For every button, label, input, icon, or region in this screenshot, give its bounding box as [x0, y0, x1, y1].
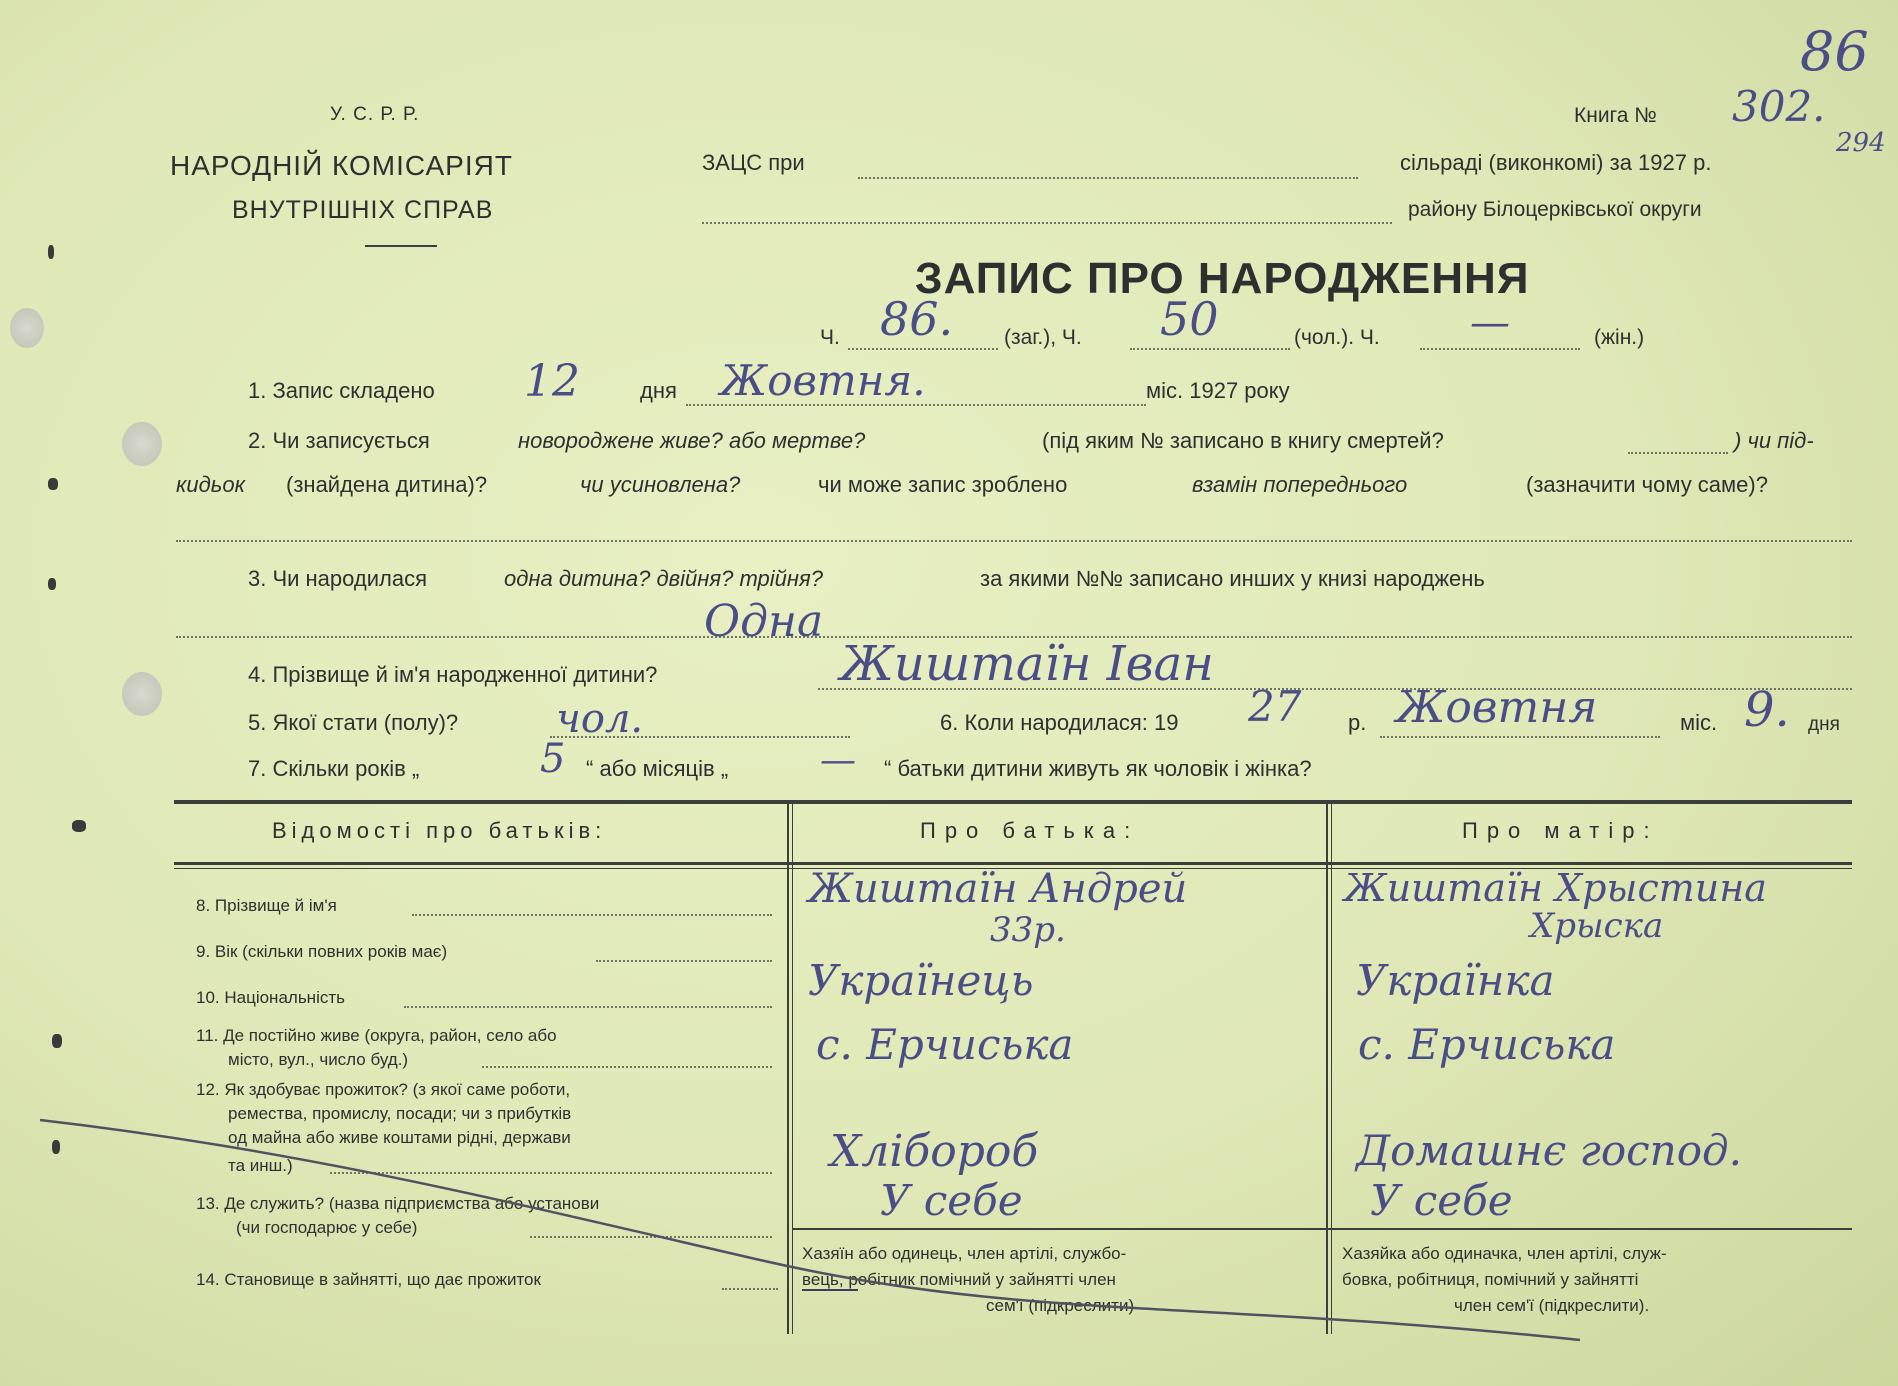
q3-label-c: за якими №№ записано инших у книзі народжень	[980, 566, 1485, 591]
row14-father-line1: Хазяїн або одинець, член артілі, службо-	[802, 1244, 1127, 1263]
row12-mother: Домашнє господ.	[1356, 1126, 1742, 1175]
q7-label-a: 7. Скільки років „	[248, 756, 420, 781]
row14-father-line2: вець, робітник помічний у зайнятті член	[802, 1270, 1116, 1289]
row11-label-line1: 11. Де постійно живе (округа, район, село або	[196, 1026, 557, 1045]
district-label: району Білоцерківської округи	[1408, 198, 1702, 221]
q2-line1-d: ) чи під-	[1734, 428, 1814, 453]
q2-line2-b: (знайдена дитина)?	[286, 472, 488, 497]
row9-label: 9. Вік (скільки повних років має)	[196, 942, 448, 961]
q6-label-c: міс.	[1680, 710, 1718, 735]
q1-label-a: 1. Запис складено	[248, 378, 435, 403]
q3-answer: Одна	[704, 596, 824, 647]
commissariat-line1: НАРОДНІЙ КОМІСАРІЯТ	[170, 150, 513, 181]
q2-line2-a: кидьок	[176, 472, 245, 497]
row14-mother-line3: член сем'ї (підкреслити).	[1454, 1296, 1650, 1315]
page-number: 86	[1800, 20, 1869, 83]
q7-label-c: “ батьки дитини живуть як чоловік і жінка?	[884, 756, 1312, 781]
female-number: —	[1470, 300, 1510, 346]
row12-label-line3: од майна або живе коштами рідні, держави	[228, 1128, 571, 1147]
row13-father: У себе	[880, 1176, 1023, 1225]
q1-label-b: дня	[640, 378, 677, 403]
q6-label-d: дня	[1808, 714, 1840, 735]
q6-label-a: 6. Коли народилася: 19	[940, 710, 1179, 735]
row10-mother: Українка	[1356, 956, 1555, 1005]
row12-label-line2: ремества, промислу, посади; чи з прибутків	[228, 1104, 572, 1123]
row11-mother: с. Ерчиська	[1358, 1020, 1616, 1069]
pen-stroke-diagonal	[40, 1120, 1580, 1340]
q2-line1-a: 2. Чи записується	[248, 428, 430, 453]
female-suffix: (жін.)	[1594, 326, 1645, 349]
q3-label-a: 3. Чи народилася	[248, 566, 428, 591]
total-number: 86.	[880, 292, 954, 346]
q6-label-b: р.	[1348, 710, 1367, 735]
commissariat-line2: ВНУТРІШНІХ СПРАВ	[232, 196, 494, 224]
row12-label-line4: та инш.)	[228, 1156, 293, 1175]
table-header-father: Про батька:	[920, 818, 1140, 843]
q2-line2-f: (зазначити чому саме)?	[1526, 472, 1768, 497]
row8-mother: Жиштаїн Хрыстина	[1344, 866, 1767, 910]
q4-answer: Жиштаїн Іван	[840, 636, 1214, 692]
q6-month: Жовтня	[1396, 682, 1598, 733]
row14-mother-line1: Хазяйка або одиначка, член артілі, служ-	[1342, 1244, 1667, 1263]
q5-answer: чол.	[556, 696, 644, 742]
ussr-label: У. С. Р. Р.	[330, 104, 420, 125]
q7-label-b: “ або місяців „	[586, 756, 729, 781]
q1-month: Жовтня.	[720, 356, 926, 405]
q2-line1-c: (під яким № записано в книгу смертей?	[1042, 428, 1444, 453]
q2-line2-e: взамін попереднього	[1192, 472, 1408, 497]
q5-label: 5. Якої стати (полу)?	[248, 710, 459, 735]
male-number: 50	[1160, 292, 1219, 346]
row13-label-line2: (чи господарює у себе)	[236, 1218, 418, 1237]
row10-label: 10. Національність	[196, 988, 345, 1007]
row11-father: с. Ерчиська	[816, 1020, 1074, 1069]
q1-day: 12	[524, 356, 580, 407]
document-title: ЗАПИС ПРО НАРОДЖЕННЯ	[915, 254, 1530, 303]
row14-father-line3: сем'ї (підкреслити)	[986, 1296, 1135, 1315]
q4-label: 4. Прізвище й ім'я народженної дитини?	[248, 662, 658, 687]
row10-father: Українець	[808, 956, 1034, 1005]
zags-label: ЗАЦС при	[702, 150, 805, 175]
row14-label: 14. Становище в зайнятті, що дає прожиток	[196, 1270, 541, 1289]
q7-months: —	[820, 740, 856, 781]
table-header-parents: Відомості про батьків:	[272, 818, 607, 843]
row8-father: Жиштаїн Андрей	[808, 866, 1188, 912]
q2-line2-d: чи може запис зроблено	[818, 472, 1068, 497]
row9-father: 33р.	[990, 910, 1066, 950]
male-suffix: (чол.). Ч.	[1294, 326, 1380, 349]
book-label: Книга №	[1574, 104, 1657, 127]
q7-years: 5	[540, 736, 566, 782]
q1-label-c: міс. 1927 року	[1146, 378, 1290, 403]
row13-mother: У себе	[1370, 1176, 1513, 1225]
table-header-mother: Про матір:	[1462, 818, 1659, 843]
row12-father: Хлібороб	[830, 1126, 1039, 1177]
row8-label: 8. Прізвище й ім'я	[196, 896, 337, 915]
book-number: 302.	[1732, 82, 1826, 131]
q6-day: 9.	[1744, 682, 1790, 738]
q3-label-b: одна дитина? двійня? трійня?	[504, 566, 823, 591]
total-prefix: Ч.	[820, 326, 840, 349]
q2-line1-b: новороджене живе? або мертве?	[518, 428, 866, 453]
q2-line2-c: чи усиновлена?	[580, 472, 741, 497]
row13-label-line1: 13. Де служить? (назва підприємства або установи	[196, 1194, 600, 1213]
row11-label-line2: місто, вул., число буд.)	[228, 1050, 409, 1069]
total-suffix: (заг.), Ч.	[1004, 326, 1082, 349]
row12-label-line1: 12. Як здобуває прожиток? (з якої саме роботи,	[196, 1080, 571, 1099]
q6-year: 27	[1248, 682, 1302, 731]
village-council-label: сільраді (виконкомі) за 1927 р.	[1400, 150, 1712, 175]
row8-mother-extra: Хрыска	[1530, 906, 1664, 946]
corner-number: 294	[1836, 128, 1886, 158]
row14-mother-line2: бовка, робітниця, помічний у зайнятті	[1342, 1270, 1639, 1289]
